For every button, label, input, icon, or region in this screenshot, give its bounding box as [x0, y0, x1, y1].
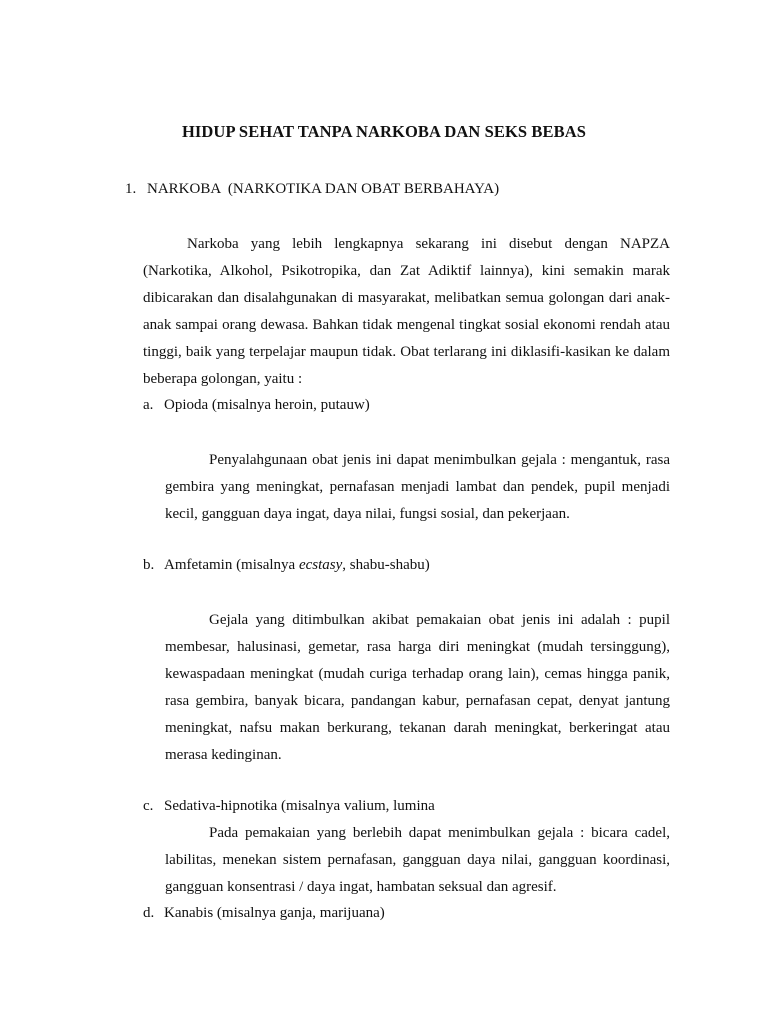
list-marker: b.	[143, 557, 155, 573]
section-intro-paragraph: Narkoba yang lebih lengkapnya sekarang ini disebut dengan NAPZA (Narkotika, Alkohol, Psikotropika, dan Zat Adiktif lainnya), kini semakin marak dibicarakan dan disalahgunakan di masyarakat, melibatkan semua golongan dari anak-anak sampai orang dewasa. Bahkan tidak mengenal tingkat sosial ekonomi rendah atau tinggi, baik yang terpelajar maupun tidak. Obat terlarang ini diklasifi-kasikan ke dalam beberapa golongan, yaitu :	[143, 236, 670, 387]
list-item-paragraph-b: Gejala yang ditimbulkan akibat pemakaian obat jenis ini adalah : pupil membesar, halusinasi, gemetar, rasa harga diri meningkat (mudah tersinggung), kewaspadaan meningkat (mudah curiga terhadap orang lain), cemas hingga panik, rasa gembira, banyak bicara, pandangan kabur, pernafasan cepat, denyat jantung meningkat, nafsu makan berkurang, tekanan darah meningkat, berkeringat atau merasa kedinginan.	[165, 612, 670, 763]
list-item-heading-text-start: Amfetamin (misalnya	[164, 557, 299, 573]
list-marker: d.	[143, 905, 155, 921]
list-item-heading-text: Opioda (misalnya heroin, putauw)	[164, 397, 370, 413]
list-item-heading-d	[143, 905, 385, 922]
section-heading	[125, 181, 499, 198]
list-item-paragraph-c: Pada pemakaian yang berlebih dapat menimbulkan gejala : bicara cadel, labilitas, menekan sistem pernafasan, gangguan daya nilai, gangguan koordinasi, gangguan konsentrasi / daya ingat, hambatan seksual dan agresif.	[165, 825, 670, 895]
list-item-heading-text: Sedativa-hipnotika (misalnya valium, lumina	[164, 798, 435, 814]
section-heading-text: NARKOBA (NARKOTIKA DAN OBAT BERBAHAYA)	[147, 181, 500, 197]
list-item-heading-italic: ecstasy	[298, 557, 343, 573]
list-marker: a.	[143, 397, 154, 413]
list-item-heading-a	[143, 397, 370, 414]
document-title: HIDUP SEHAT TANPA NARKOBA DAN SEKS BEBAS	[181, 122, 587, 141]
list-item-heading-text: Kanabis (misalnya ganja, marijuana)	[164, 905, 385, 921]
list-item-heading-b	[143, 557, 430, 574]
list-item-heading-text-end: , shabu-shabu)	[342, 557, 430, 573]
list-item-paragraph-a: Penyalahgunaan obat jenis ini dapat menimbulkan gejala : mengantuk, rasa gembira yang meningkat, pernafasan menjadi lambat dan pendek, pupil menjadi kecil, gangguan daya ingat, daya nilai, fungsi sosial, dan pekerjaan.	[165, 452, 670, 522]
section-number: 1.	[125, 181, 137, 197]
list-item-heading-c	[143, 798, 435, 815]
list-marker: c.	[143, 798, 154, 814]
